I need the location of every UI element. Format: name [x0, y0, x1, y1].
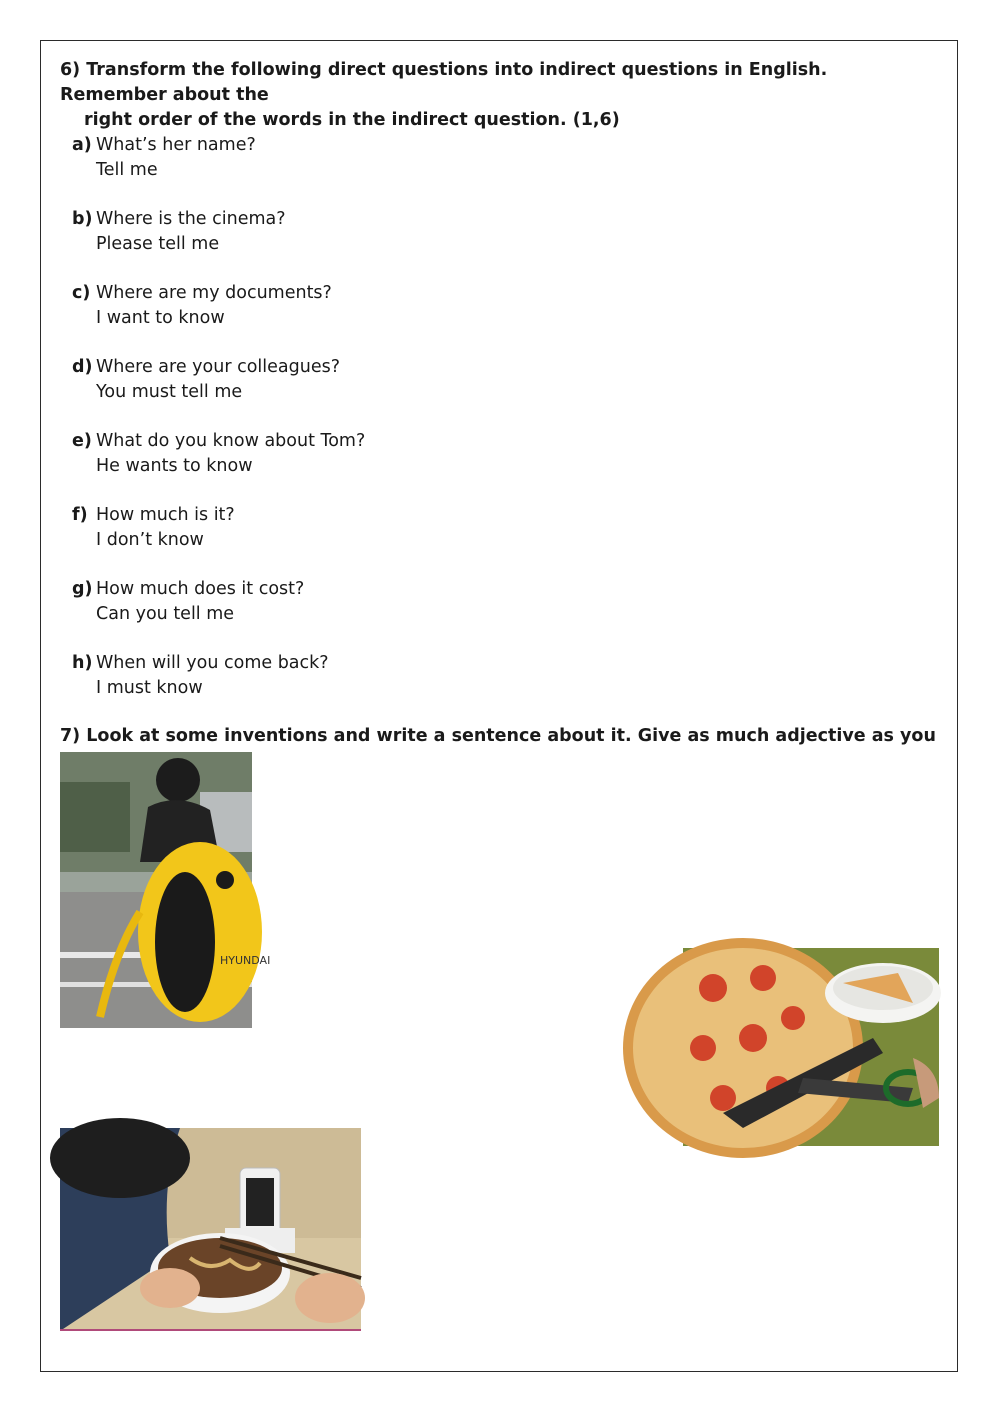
- indirect-prompt: I don’t know: [96, 529, 204, 550]
- question-letter: f): [72, 505, 88, 525]
- question-item: [72, 503, 235, 552]
- direct-question: What do you know about Tom?: [96, 431, 366, 451]
- section-7-text: Look at some inventions and write a sentence about it. Give as much adjective as you: [86, 726, 936, 746]
- question-letter: b): [72, 209, 93, 229]
- question-letter: a): [72, 135, 92, 155]
- pizza-scissors-photo: [683, 948, 939, 1146]
- indirect-prompt: I must know: [96, 677, 203, 698]
- indirect-prompt: You must tell me: [96, 381, 243, 402]
- question-item: [72, 133, 256, 182]
- question-item: [72, 577, 304, 626]
- question-letter: c): [72, 283, 91, 303]
- question-item: [72, 207, 286, 256]
- section-6-text-line1: Transform the following direct questions into indirect questions in English. Remember about the: [60, 60, 828, 105]
- question-item: [72, 281, 332, 330]
- section-6-text-line2: right order of the words in the indirect question. (1,6): [84, 110, 620, 130]
- indirect-prompt: I want to know: [96, 307, 225, 328]
- question-letter: e): [72, 431, 92, 451]
- direct-question: Where are my documents?: [96, 283, 332, 303]
- section-7-number: 7): [60, 726, 81, 746]
- question-letter: g): [72, 579, 93, 599]
- question-letter: d): [72, 357, 93, 377]
- question-item: [72, 355, 340, 404]
- egg-vehicle-photo: [60, 752, 271, 1028]
- direct-question: How much does it cost?: [96, 579, 305, 599]
- brand-text: HYUNDAI: [220, 954, 271, 967]
- direct-question: Where is the cinema?: [96, 209, 286, 229]
- question-item: [72, 429, 365, 478]
- section-6-instruction: [60, 58, 940, 133]
- direct-question: How much is it?: [96, 505, 235, 525]
- indirect-prompt: Please tell me: [96, 233, 220, 254]
- section-6-number: 6): [60, 60, 81, 80]
- noodle-phone-stand-photo: [60, 1128, 361, 1331]
- indirect-prompt: He wants to know: [96, 455, 253, 476]
- direct-question: When will you come back?: [96, 653, 329, 673]
- indirect-prompt: Can you tell me: [96, 603, 235, 624]
- question-item: [72, 651, 329, 700]
- indirect-prompt: Tell me: [96, 159, 158, 180]
- direct-question: What’s her name?: [96, 135, 256, 155]
- question-letter: h): [72, 653, 93, 673]
- direct-question: Where are your colleagues?: [96, 357, 340, 377]
